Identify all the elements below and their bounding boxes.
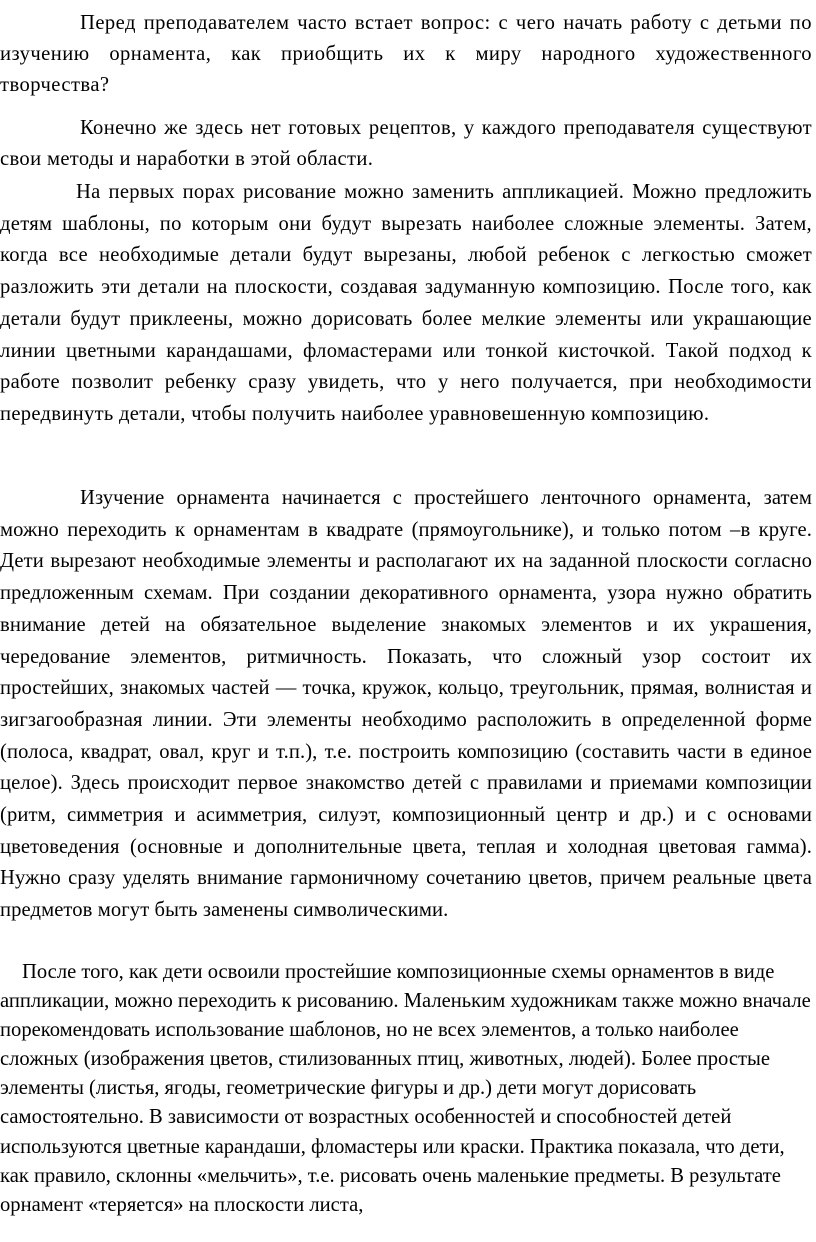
paragraph-applique-first: На первых порах рисование можно заменить аппликацией. Можно предложить детям шаблоны, по которым они будут вырезать наиболее сложные элементы. Затем, когда все необходимые детали будут вырезаны, любой ребенок с легкостью сможет разложить эти детали на плоскости, создавая задуманную композицию. После того, как детали будут приклеены, можно дорисовать более мелкие элементы или украшающие линии цветными карандашами, фломастерами или тонкой кисточкой. Такой подход к работе позволит ребенку сразу увидеть, что у него получается, при необходимости передвинуть детали, чтобы получить наиболее уравновешенную композицию. — [0, 181, 812, 425]
paragraph-no-ready-recipes: Конечно же здесь нет готовых рецептов, у каждого преподавателя существуют свои методы и наработки в этой области. — [0, 117, 812, 170]
paragraph-ornament-study: Изучение орнамента начинается с простейшего ленточного орнамента, затем можно переходить к орнаментам в квадрате (прямоугольнике), и только потом –в круге. Дети вырезают необходимые элементы и располагают их на заданной плоскости согласно предложенным схемам. При создании декоративного орнамента, узора нужно обратить внимание детей на обязательное выделение знакомых элементов и их украшения, чередование элементов, ритмичность. Показать, что сложный узор состоит их простейших, знакомых частей — точка, кружок, кольцо, треугольник, прямая, волнистая и зигзагообразная линии. Эти элементы необходимо расположить в определенной форме (полоса, квадрат, овал, круг и т.п.), т.е. построить композицию (составить части в единое целое). Здесь происходит первое знакомство детей с правилами и приемами композиции (ритм, симметрия и асимметрия, силуэт, композиционный центр и др.) и с основами цветоведения (основные и дополнительные цвета, теплая и холодная цветовая гамма). Нужно сразу уделять внимание гармоничному сочетанию цветов, причем реальные цвета предметов могут быть заменены символическими. — [0, 487, 812, 922]
paragraph-drawing-transition: После того, как дети освоили простейшие композиционные схемы орнаментов в виде аппликации, можно переходить к рисованию. Маленьким художникам также можно вначале порекомендовать использование шаблонов, но не всех элементов, а только наиболее сложных (изображения цветов, стилизованных птиц, животных, людей). Более простые элементы (листья, ягоды, геометрические фигуры и др.) дети могут дорисовать самостоятельно. В зависимости от возрастных особенностей и способностей детей используются цветные карандаши, фломастеры или краски. Практика показала, что дети, как правило, склонны «мельчить», т.е. рисовать очень маленькие предметы. В результате орнамент «теряется» на плоскости листа, — [0, 961, 811, 1216]
paragraph-teacher-question: Перед преподавателем часто встает вопрос: с чего начать работу с детьми по изучению орнамента, как приобщить их к миру народного художественного творчества? — [0, 12, 812, 96]
